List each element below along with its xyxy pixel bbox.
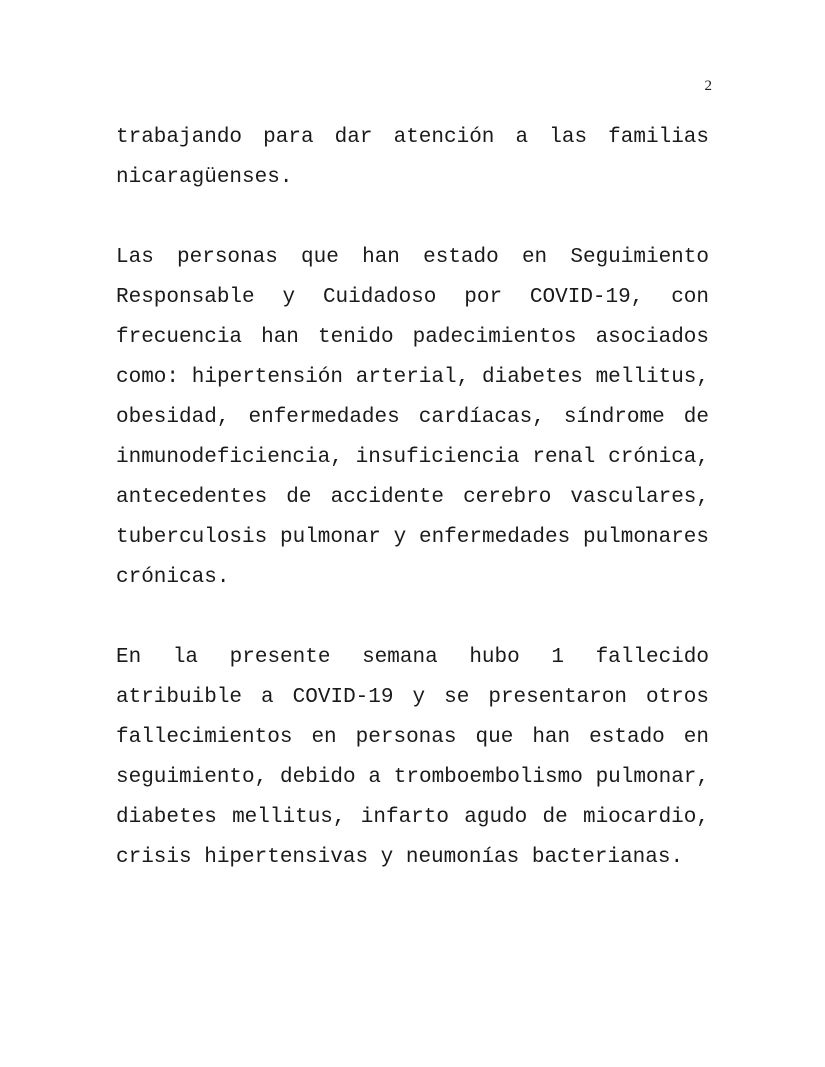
paragraph-continuation: trabajando para dar atención a las familias nicaragüenses. [116,126,709,189]
paragraph-comorbidities: Las personas que han estado en Seguimiento Responsable y Cuidadoso por COVID-19, con frecuencia han tenido padecimientos asociados como: hipertensión arterial, diabetes mellitus, obesidad, enfermedades cardíacas, síndrome de inmunodeficiencia, insuficiencia renal crónica, antecedentes de accidente cerebro vasculares, tuberculosis pulmonar y enfermedades pulmonares crónicas. [116,246,709,589]
document-body [116,118,709,878]
paragraph-deaths: En la presente semana hubo 1 fallecido atribuible a COVID-19 y se presentaron otros fallecimientos en personas que han estado en seguimiento, debido a tromboembolismo pulmonar, diabetes mellitus, infarto agudo de miocardio, crisis hipertensivas y neumonías bacterianas. [116,646,709,869]
page-number: 2 [704,78,712,94]
